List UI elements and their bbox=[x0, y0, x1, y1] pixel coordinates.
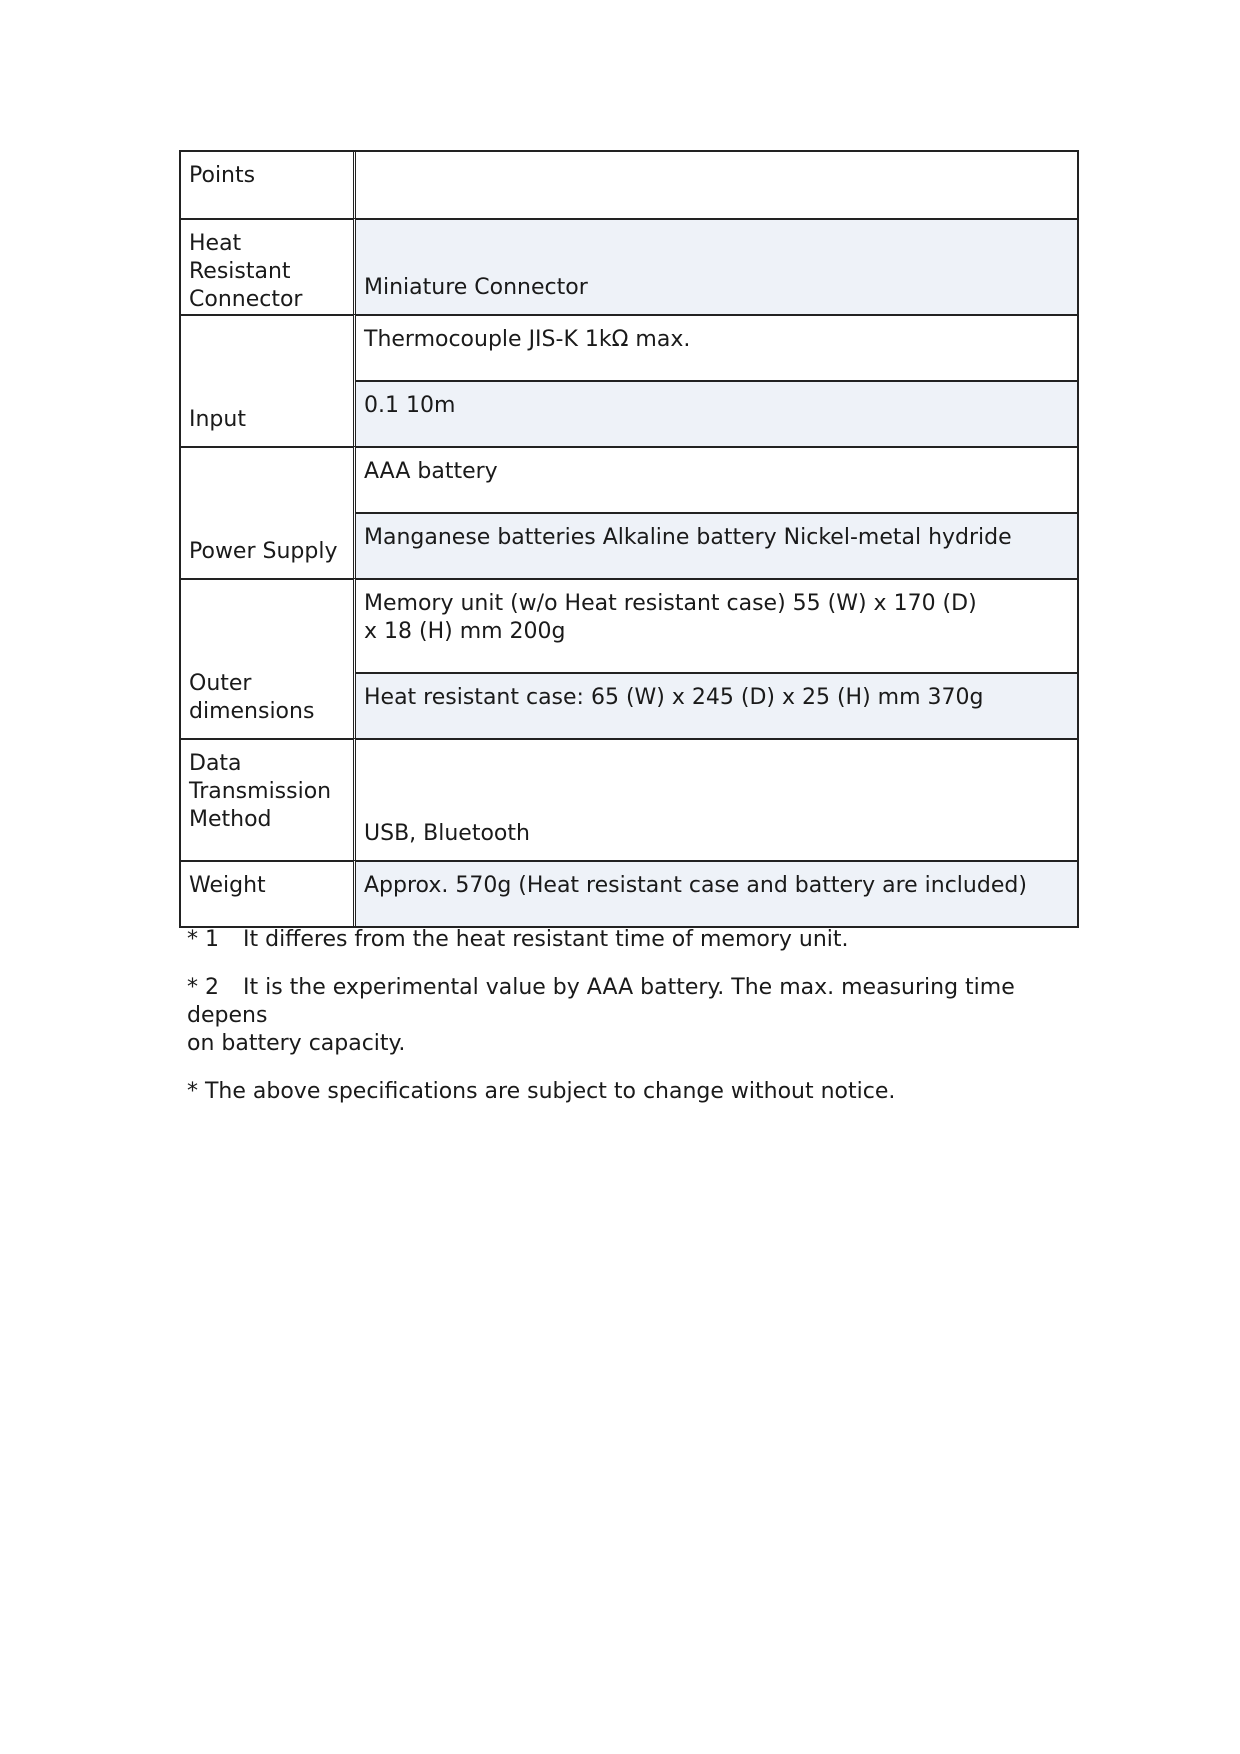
row-label-outer-dimensions: Outer dimensions bbox=[181, 578, 356, 738]
row-value-weight: Approx. 570g (Heat resistant case and battery are included) bbox=[356, 860, 1077, 926]
table-row bbox=[181, 152, 1077, 218]
footnote-2: * 2 It is the experimental value by AAA battery. The max. measuring time depens on battery capacity. bbox=[187, 975, 1015, 1056]
row-value-connector: Miniature Connector bbox=[356, 218, 1077, 314]
table-row bbox=[181, 738, 1077, 860]
table-row bbox=[181, 218, 1077, 314]
row-value-dimensions-1: Memory unit (w/o Heat resistant case) 55 (W) x 170 (D) x 18 (H) mm 200g bbox=[356, 578, 1077, 672]
row-label-data-transmission: Data Transmission Method bbox=[181, 738, 356, 860]
row-label-connector: Heat Resistant Connector bbox=[181, 218, 356, 314]
specification-table bbox=[179, 150, 1079, 928]
row-label-weight: Weight bbox=[181, 860, 356, 926]
row-value-dimensions-2: Heat resistant case: 65 (W) x 245 (D) x 25 (H) mm 370g bbox=[356, 672, 1077, 738]
table-row bbox=[181, 446, 1077, 512]
footnote-1: * 1 It differes from the heat resistant time of memory unit. bbox=[187, 927, 849, 952]
footnote-3: * The above specifications are subject to change without notice. bbox=[187, 1079, 896, 1104]
footnotes bbox=[187, 926, 1067, 1126]
table-row bbox=[181, 860, 1077, 926]
row-value-data-transmission: USB, Bluetooth bbox=[356, 738, 1077, 860]
row-label-points: Points bbox=[181, 152, 356, 218]
row-label-input: Input bbox=[181, 314, 356, 446]
table-row bbox=[181, 314, 1077, 380]
row-value-points bbox=[356, 152, 1077, 218]
row-value-power-2: Manganese batteries Alkaline battery Nickel-metal hydride bbox=[356, 512, 1077, 578]
row-value-input-2: 0.1 10m bbox=[356, 380, 1077, 446]
row-label-power-supply: Power Supply bbox=[181, 446, 356, 578]
table-row bbox=[181, 578, 1077, 672]
row-value-input-1: Thermocouple JIS-K 1kΩ max. bbox=[356, 314, 1077, 380]
row-value-power-1: AAA battery bbox=[356, 446, 1077, 512]
